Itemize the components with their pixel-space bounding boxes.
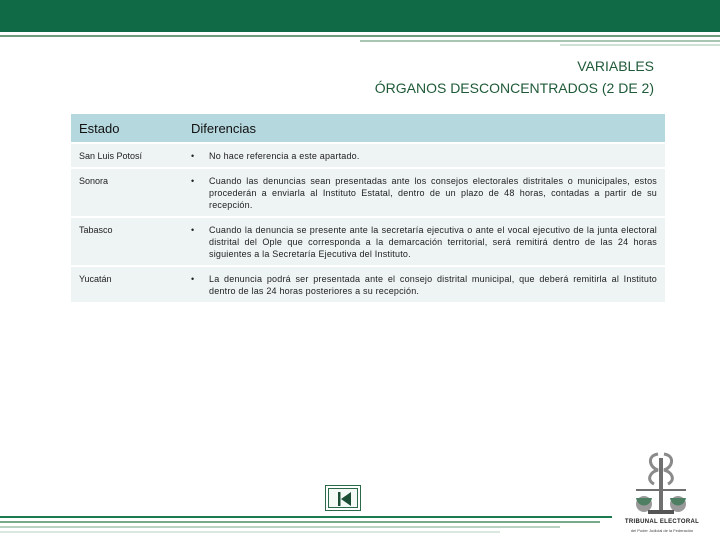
bottom-stripe-4 [0,531,500,533]
column-header-estado: Estado [71,114,183,142]
column-header-diferencias: Diferencias [183,114,665,142]
title-line-1: VARIABLES [577,58,654,74]
table-header-row [71,114,665,142]
state-cell: Yucatán [71,267,183,302]
title-line-2: ÓRGANOS DESCONCENTRADOS (2 DE 2) [374,80,654,96]
bottom-stripe-3 [0,526,560,528]
difference-text: La denuncia podrá ser presentada ante el consejo distrital municipal, que deberá remitirla al Instituto dentro de las 24 horas posteriores a su recepción. [209,274,657,296]
top-banner [0,0,720,32]
difference-text: Cuando la denuncia se presente ante la secretaría ejecutiva o ante el vocal ejecutivo de la junta electoral distrital del Ople que corresponda a la demarcación territorial, será remitirá dentro de las 24 horas siguientes a la Secretaría Ejecutiva del Instituto. [209,225,657,259]
bullet-mark: • [191,225,195,235]
logo-title: TRIBUNAL ELECTORAL [624,519,700,525]
difference-text: Cuando las denuncias sean presentadas ante los consejos electorales distritales o municipales, estos procederán a enviarla al Instituto Estatal, dentro de un plazo de 48 horas, contadas a partir de su recepción. [209,176,657,210]
difference-cell [183,169,665,216]
table-row [71,169,665,216]
first-slide-button[interactable] [325,485,361,511]
bullet-mark: • [191,176,195,186]
top-stripe-3 [560,44,720,46]
difference-text: No hace referencia a este apartado. [209,151,360,161]
difference-cell [183,144,665,167]
bullet-mark: • [191,151,195,161]
table-row [71,267,665,302]
table-row [71,218,665,265]
top-stripe-2 [360,40,720,42]
skip-to-start-icon [329,489,359,509]
difference-cell [183,218,665,265]
difference-cell [183,267,665,302]
logo-subtitle: del Poder Judicial de la Federación [630,528,694,533]
top-stripe-1 [0,35,720,37]
bullet-mark: • [191,274,195,284]
bottom-stripe-1 [0,516,612,518]
state-cell: Sonora [71,169,183,216]
bottom-stripe-2 [0,521,600,523]
table-row [71,144,665,167]
slide-title [375,55,654,99]
state-cell: Tabasco [71,218,183,265]
first-slide-button-frame [328,488,358,508]
differences-table [71,112,665,304]
state-cell: San Luis Potosí [71,144,183,167]
